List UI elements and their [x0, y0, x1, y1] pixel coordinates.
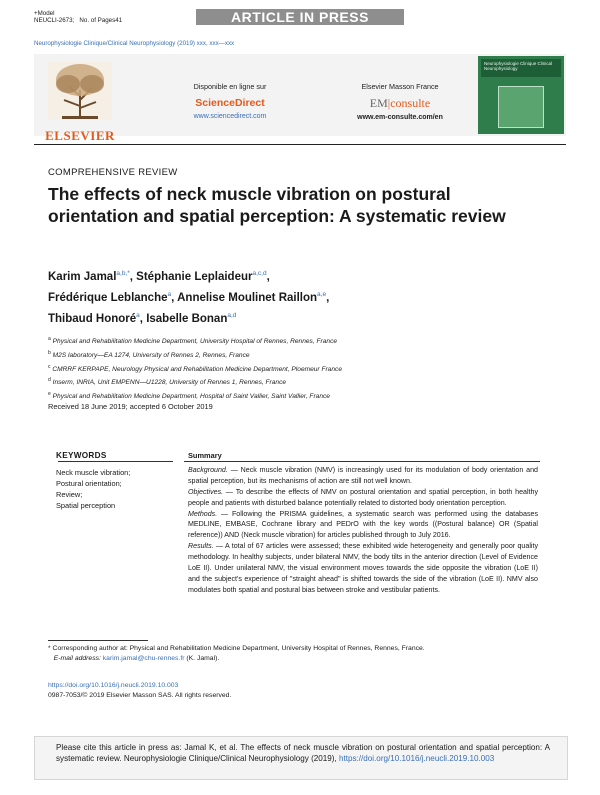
keywords-box	[56, 451, 176, 511]
keyword: Review;	[56, 490, 83, 499]
affiliation: $^a$ Physical and Rehabilitation Medicine Department, University Hospital of Rennes, Rennes, France	[48, 336, 338, 346]
affiliation: $^d$ Inserm, INRIA, Unit EMPENN—U1228, University of Rennes 1, Rennes, France	[48, 377, 287, 387]
emc-consulte: consulte	[390, 96, 431, 110]
email-suffix: (K. Jamal).	[186, 655, 220, 662]
emc-label: Elsevier Masson France	[361, 82, 439, 91]
journal-line[interactable]: Neurophysiologie Clinique/Clinical Neurophysiology (2019) xxx, xxx—xxx	[34, 40, 235, 47]
doi-block	[48, 681, 231, 701]
abstract-methods: Methods. — Following the PRISMA guidelines, a systematic search was performed using the databases MEDLINE, EMBASE, Cochrane library and PEDrO with the key words ((Postural balance) OR (Spatial reference)) AND (Neck muscle vibration) for articles published through to July 2016.	[188, 509, 538, 540]
keyword: Neck muscle vibration;	[56, 468, 131, 477]
author-affil-sup[interactable]: a	[136, 311, 140, 319]
author: Stéphanie Leplaideur	[136, 270, 253, 283]
author: Isabelle Bonan	[146, 312, 228, 325]
keywords-heading: KEYWORDS	[56, 451, 107, 460]
affiliation: $^c$ CMRRF KERPAPE, Neurology Physical and Rehabilitation Medicine Department, Ploemeur France	[48, 363, 342, 373]
email-label: E-mail address:	[53, 655, 101, 662]
author: Karim Jamal	[48, 270, 117, 283]
journal-cover-thumbnail	[478, 56, 564, 134]
author: Annelise Moulinet Raillon	[177, 291, 318, 304]
footnote-rule	[48, 640, 148, 641]
affiliation-list	[48, 334, 548, 403]
em-consulte-logo: EM|consulte	[369, 96, 431, 110]
keyword: Postural orientation;	[56, 479, 122, 488]
sciencedirect-link[interactable]: www.sciencedirect.com	[193, 113, 267, 120]
elsevier-wordmark: ELSEVIER	[45, 128, 115, 143]
abstract	[188, 451, 538, 596]
available-label: Disponible en ligne sur	[193, 82, 267, 91]
model-tag: +Model	[34, 10, 55, 17]
elsevier-tree-logo	[34, 56, 126, 136]
em-consulte-link[interactable]: www.em-consulte.com/en	[357, 114, 443, 121]
corresponding-author: * Corresponding author at: Physical and Rehabilitation Medicine Department, University Hospital of Rennes, Rennes, France.	[48, 645, 425, 652]
author-list: Karim Jamal$^{a,b,*}$, Stéphanie Leplaideur$^{a,c,d}$, Frédérique Leblanche$^a$, Annelise Moulinet Raillon$^{a,e}$, Thibaud Honoré$^a$, Isabelle Bonan$^{a,d}$	[48, 270, 330, 325]
author: Frédérique Leblanche	[48, 291, 168, 304]
header-rule	[34, 144, 566, 145]
keywords-rule	[58, 461, 173, 462]
emc-em: EM	[369, 96, 388, 110]
copyright: 0987-7053/© 2019 Elsevier Masson SAS. All rights reserved.	[48, 692, 232, 699]
sciencedirect-logo: ScienceDirect	[195, 97, 265, 109]
affiliation: $^e$ Physical and Rehabilitation Medicine Department, Hospital of Saint Vallier, Saint Vallier, France	[48, 391, 330, 401]
author-affil-sup[interactable]: a,d	[227, 311, 237, 319]
author-affil-sup[interactable]: a,b,*	[116, 270, 130, 277]
author-affil-sup[interactable]: a,e	[317, 290, 327, 298]
page-count: No. of Pages41	[79, 17, 123, 25]
sciencedirect-block	[155, 82, 305, 120]
cover-title: Neurophysiologie Clinique Clinical Neurophysiology	[484, 61, 553, 72]
author: Thibaud Honoré	[48, 312, 137, 325]
doi-link[interactable]: https://doi.org/10.1016/j.neucli.2019.10.003	[48, 682, 179, 689]
author-affil-sup[interactable]: a,c,d	[252, 270, 267, 277]
summary-heading: Summary	[188, 451, 222, 460]
article-type: COMPREHENSIVE REVIEW	[48, 167, 178, 178]
running-header	[34, 10, 122, 25]
email-link[interactable]: karim.jamal@chu-rennes.fr	[102, 655, 185, 662]
abstract-results: Results. — A total of 67 articles were assessed; these exhibited wide heterogeneity and generally poor quality methodology. In healthy subjects, under bilateral NMV, the body tilts in the anterior direction (Level of Evidence LoE II). Under unilateral NMV, the visual environment moves towards the side opposite the vibration (LoE II) and the subject's experience of ''straight ahead'' is shifted towards the side of the vibration (LoE II). NMV also modulates both spatial and postural bias between stroke and vestibular patients.	[188, 542, 538, 594]
affiliation: $^b$ M2S laboratory—EA 1274, University of Rennes 2, Rennes, France	[48, 349, 250, 359]
abstract-background: Background. — Neck muscle vibration (NMV) is increasingly used for its modulation of body orientation and spatial perception, but its mechanisms of action are still not well known.	[188, 465, 538, 485]
article-ref: NEUCLI-2673;	[34, 17, 75, 25]
footnote	[48, 644, 548, 664]
citation-doi-link[interactable]: https://doi.org/10.1016/j.neucli.2019.10.003	[338, 754, 495, 764]
em-consulte-block	[325, 82, 475, 121]
article-title: The effects of neck muscle vibration on postural orientation and spatial perception: A systematic review	[48, 184, 506, 226]
article-in-press-banner: ARTICLE IN PRESS	[196, 9, 404, 25]
author-affil-sup[interactable]: a	[167, 290, 172, 298]
citation-text: Please cite this article in press as: Jamal K, et al. The effects of neck muscle vibration on postural orientation and spatial perception: A systematic review. Neurophysiologie Clinique/Clinical Neurophysiology (2019), https://doi.org/10.1016/j.neucli.2019.10.003	[56, 743, 550, 764]
received-dates: Received 18 June 2019; accepted 6 October 2019	[48, 402, 213, 411]
keyword: Spatial perception	[56, 501, 116, 510]
abstract-objectives: Objectives. — To describe the effects of NMV on postural orientation and spatial perception, in both healthy people and patients with disturbed balance potentially related to distorted body orientation perception.	[188, 487, 538, 507]
